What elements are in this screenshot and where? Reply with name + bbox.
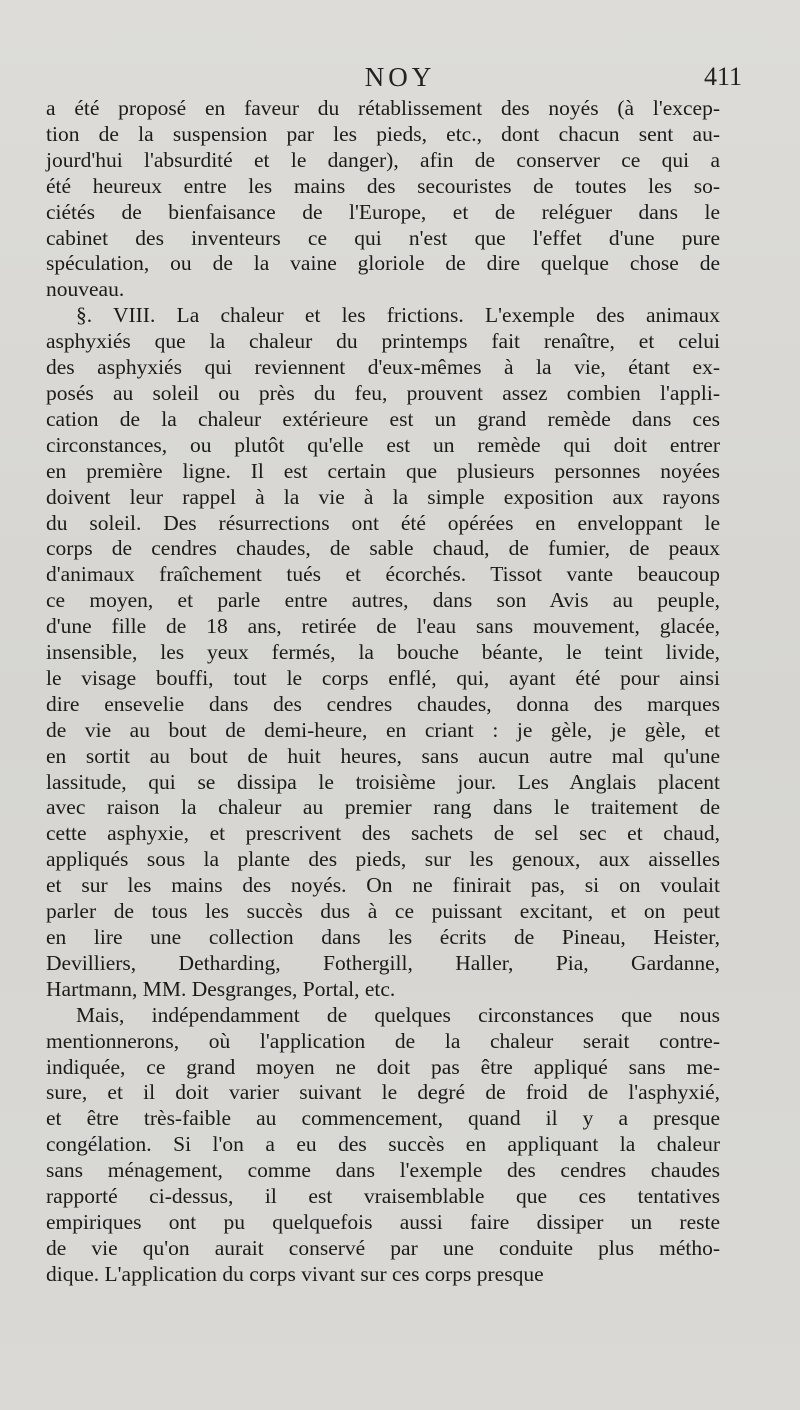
text-line: en sortit au bout de huit heures, sans aucun autre mal qu'une (46, 743, 720, 768)
text-line: d'une fille de 18 ans, retirée de l'eau sans mouvement, glacée, (46, 614, 720, 639)
text-line: Devilliers, Detharding, Fothergill, Haller, Pia, Gardanne, (46, 950, 720, 975)
text-line: et sur les mains des noyés. On ne finirait pas, si on voulait (46, 873, 720, 898)
text-line: congélation. Si l'on a eu des succès en appliquant la chaleur (46, 1132, 720, 1157)
text-line: de vie qu'on aurait conservé par une conduite plus métho- (46, 1235, 720, 1260)
text-line: été heureux entre les mains des secouristes de toutes les so- (46, 173, 720, 198)
text-line: §. VIII. La chaleur et les frictions. L'exemple des animaux (76, 303, 720, 328)
text-line: le visage bouffi, tout le corps enflé, qui, ayant été pour ainsi (46, 665, 720, 690)
running-head: NOY (364, 62, 436, 92)
text-line: avec raison la chaleur au premier rang dans le traitement de (46, 795, 720, 820)
text-line: a été proposé en faveur du rétablissement des noyés (à l'excep- (46, 96, 720, 120)
text-line: lassitude, qui se dissipa le troisième jour. Les Anglais placent (46, 769, 720, 794)
text-line: parler de tous les succès dus à ce puissant excitant, et on peut (46, 899, 720, 924)
text-line: en lire une collection dans les écrits de Pineau, Heister, (46, 925, 720, 949)
body-text (46, 96, 720, 1288)
text-line: Hartmann, MM. Desgranges, Portal, etc. (46, 976, 396, 1001)
text-line: cation de la chaleur extérieure est un grand remède dans ces (46, 406, 720, 431)
text-line: de vie au bout de demi-heure, en criant : je gèle, je gèle, et (46, 717, 720, 742)
text-line: d'animaux fraîchement tués et écorchés. Tissot vante beaucoup (46, 562, 720, 587)
text-line: ciétés de bienfaisance de l'Europe, et de reléguer dans le (46, 199, 720, 224)
text-line: sans ménagement, comme dans l'exemple des cendres chaudes (46, 1158, 720, 1183)
text-line: cabinet des inventeurs ce qui n'est que l'effet d'une pure (46, 225, 720, 250)
text-line: empiriques ont pu quelquefois aussi faire dissiper un reste (46, 1209, 720, 1234)
page-number: 411 (703, 62, 742, 91)
text-line: Mais, indépendamment de quelques circonstances que nous (76, 1002, 720, 1027)
text-line: spéculation, ou de la vaine gloriole de dire quelque chose de (46, 251, 720, 276)
text-line: insensible, les yeux fermés, la bouche béante, le teint livide, (46, 640, 720, 665)
text-line: corps de cendres chaudes, de sable chaud, de fumier, de peaux (46, 536, 720, 561)
text-line: tion de la suspension par les pieds, etc., dont chacun sent au- (46, 121, 720, 146)
page-header (0, 62, 800, 96)
paragraph (46, 1003, 720, 1288)
text-line: doivent leur rappel à la vie à la simple exposition aux rayons (46, 484, 720, 509)
text-line: dique. L'application du corps vivant sur ces corps presque (46, 1261, 544, 1286)
paragraph (46, 96, 720, 303)
text-line: mentionnerons, où l'application de la chaleur serait contre- (46, 1028, 720, 1053)
text-line: du soleil. Des résurrections ont été opérées en enveloppant le (46, 510, 720, 535)
text-line: appliqués sous la plante des pieds, sur les genoux, aux aisselles (46, 847, 720, 872)
text-line: rapporté ci-dessus, il est vraisemblable que ces tentatives (46, 1184, 720, 1209)
text-line: et être très-faible au commencement, quand il y a presque (46, 1106, 720, 1131)
text-line: indiquée, ce grand moyen ne doit pas être appliqué sans me- (46, 1054, 720, 1079)
text-line: en première ligne. Il est certain que plusieurs personnes noyées (46, 458, 720, 483)
text-line: jourd'hui l'absurdité et le danger), afin de conserver ce qui a (46, 147, 720, 172)
text-line: nouveau. (46, 277, 125, 302)
text-line: circonstances, ou plutôt qu'elle est un remède qui doit entrer (46, 432, 720, 457)
paragraph (46, 303, 720, 1002)
text-line: des asphyxiés qui reviennent d'eux-mêmes à la vie, étant ex- (46, 355, 720, 380)
text-line: ce moyen, et parle entre autres, dans son Avis au peuple, (46, 588, 720, 613)
text-line: asphyxiés que la chaleur du printemps fait renaître, et celui (46, 329, 720, 354)
text-line: dire ensevelie dans des cendres chaudes, donna des marques (46, 691, 720, 716)
text-line: sure, et il doit varier suivant le degré de froid de l'asphyxié, (46, 1080, 720, 1105)
text-line: posés au soleil ou près du feu, prouvent assez combien l'appli- (46, 380, 720, 405)
text-line: cette asphyxie, et prescrivent des sachets de sel sec et chaud, (46, 821, 720, 846)
